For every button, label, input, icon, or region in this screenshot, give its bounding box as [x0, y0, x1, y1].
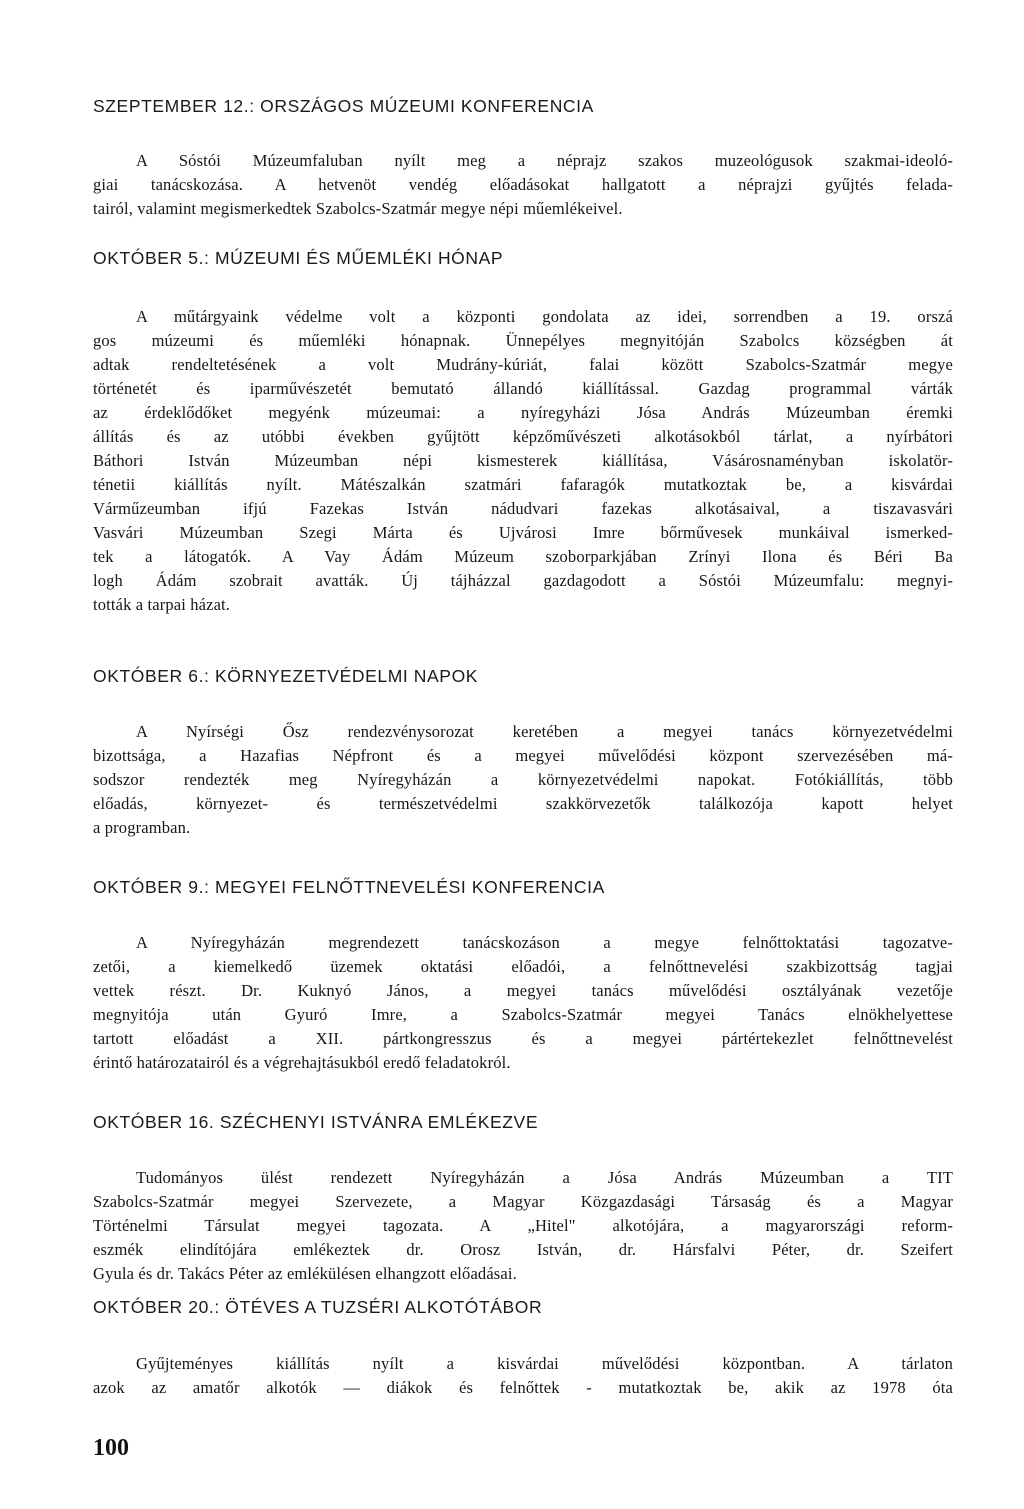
text-line: Báthori István Múzeumban népi kismesterek kiállítása, Vásárosnaményban iskolatör- — [93, 451, 953, 470]
text-line: Történelmi Társulat megyei tagozata. A „Hitel" alkotójára, a magyarországi reform- — [93, 1216, 953, 1235]
text-line: zetői, a kiemelkedő üzemek oktatási előadói, a felnőttnevelési szakbizottság tagjai — [93, 957, 953, 976]
section-body — [93, 931, 953, 1075]
text-line: A műtárgyaink védelme volt a központi gondolata az idei, sorrendben a 19. orszá — [136, 307, 953, 326]
text-line: történetét és iparművészetét bemutató állandó kiállítással. Gazdag programmal várták — [93, 379, 953, 398]
section-heading: OKTÓBER 9.: MEGYEI FELNŐTTNEVELÉSI KONFERENCIA — [93, 877, 605, 897]
section-body — [93, 1166, 953, 1286]
text-line: tartott előadást a XII. pártkongresszus és a megyei pártértekezlet felnőttnevelést — [93, 1029, 953, 1048]
text-line: A Nyírségi Ősz rendezvénysorozat keretében a megyei tanács környezetvédelmi — [136, 722, 953, 741]
text-line: logh Ádám szobrait avatták. Új tájházzal gazdagodott a Sóstói Múzeumfalu: megnyi- — [93, 571, 953, 590]
text-line: állítás és az utóbbi években gyűjtött képzőművészeti alkotásokból tárlat, a nyírbátori — [93, 427, 953, 446]
section-body — [93, 720, 953, 840]
text-line: bizottsága, a Hazafias Népfront és a megyei művelődési központ szervezésében má- — [93, 746, 953, 765]
text-line: Vasvári Múzeumban Szegi Márta és Ujvárosi Imre bőrművesek munkáival ismerked- — [93, 523, 953, 542]
text-line: tották a tarpai házat. — [93, 595, 231, 614]
text-line: előadás, környezet- és természetvédelmi szakkörvezetők találkozója kapott helyet — [93, 794, 953, 813]
section-body — [93, 1352, 953, 1400]
text-line: megnyitója után Gyuró Imre, a Szabolcs-Szatmár megyei Tanács elnökhelyettese — [93, 1005, 953, 1024]
text-line: azok az amatőr alkotók — diákok és felnőttek - mutatkoztak be, akik az 1978 óta — [93, 1378, 953, 1397]
text-line: sodszor rendezték meg Nyíregyházán a környezetvédelmi napokat. Fotókiállítás, több — [93, 770, 953, 789]
section-body — [93, 149, 953, 221]
page-number: 100 — [93, 1435, 129, 1461]
text-line: ténetii kiállítás nyílt. Mátészalkán szatmári fafaragók mutatkoztak be, a kisvárdai — [93, 475, 953, 494]
section-body — [93, 305, 953, 617]
text-line: A Nyíregyházán megrendezett tanácskozáson a megye felnőttoktatási tagozatve- — [136, 933, 953, 952]
text-line: vettek részt. Dr. Kuknyó János, a megyei tanács művelődési osztályának vezetője — [93, 981, 953, 1000]
section-heading: SZEPTEMBER 12.: ORSZÁGOS MÚZEUMI KONFERENCIA — [93, 96, 594, 116]
text-line: tek a látogatók. A Vay Ádám Múzeum szoborparkjában Zrínyi Ilona és Béri Ba — [93, 547, 953, 566]
section-heading: OKTÓBER 5.: MÚZEUMI ÉS MŰEMLÉKI HÓNAP — [93, 248, 504, 268]
text-line: Gyula és dr. Takács Péter az emlékülésen elhangzott előadásai. — [93, 1264, 517, 1283]
text-line: a programban. — [93, 818, 191, 837]
section-heading: OKTÓBER 6.: KÖRNYEZETVÉDELMI NAPOK — [93, 666, 479, 686]
text-line: gos múzeumi és műemléki hónapnak. Ünnepélyes megnyitóján Szabolcs községben át — [93, 331, 953, 350]
text-line: A Sóstói Múzeumfaluban nyílt meg a néprajz szakos muzeológusok szakmai-ideoló- — [136, 151, 953, 170]
text-line: adtak rendeltetésének a volt Mudrány-kúriát, falai között Szabolcs-Szatmár megye — [93, 355, 953, 374]
text-line: Gyűjteményes kiállítás nyílt a kisvárdai művelődési központban. A tárlaton — [136, 1354, 953, 1373]
text-line: giai tanácskozása. A hetvenöt vendég előadásokat hallgatott a néprajzi gyűjtés felada- — [93, 175, 953, 194]
text-line: Szabolcs-Szatmár megyei Szervezete, a Magyar Közgazdasági Társaság és a Magyar — [93, 1192, 953, 1211]
text-line: eszmék elindítójára emlékeztek dr. Orosz István, dr. Hársfalvi Péter, dr. Szeifert — [93, 1240, 953, 1259]
text-line: Tudományos ülést rendezett Nyíregyházán a Jósa András Múzeumban a TIT — [136, 1168, 953, 1187]
section-heading: OKTÓBER 20.: ÖTÉVES A TUZSÉRI ALKOTÓTÁBOR — [93, 1297, 543, 1317]
text-line: tairól, valamint megismerkedtek Szabolcs-Szatmár megye népi műemlékeivel. — [93, 199, 623, 218]
section-heading: OKTÓBER 16. SZÉCHENYI ISTVÁNRA EMLÉKEZVE — [93, 1112, 539, 1132]
text-line: Várműzeumban ifjú Fazekas István nádudvari fazekas alkotásaival, a tiszavasvári — [93, 499, 953, 518]
text-line: az érdeklődőket megyénk múzeumai: a nyíregyházi Jósa András Múzeumban éremki — [93, 403, 953, 422]
text-line: érintő határozatairól és a végrehajtásukból eredő feladatokról. — [93, 1053, 511, 1072]
